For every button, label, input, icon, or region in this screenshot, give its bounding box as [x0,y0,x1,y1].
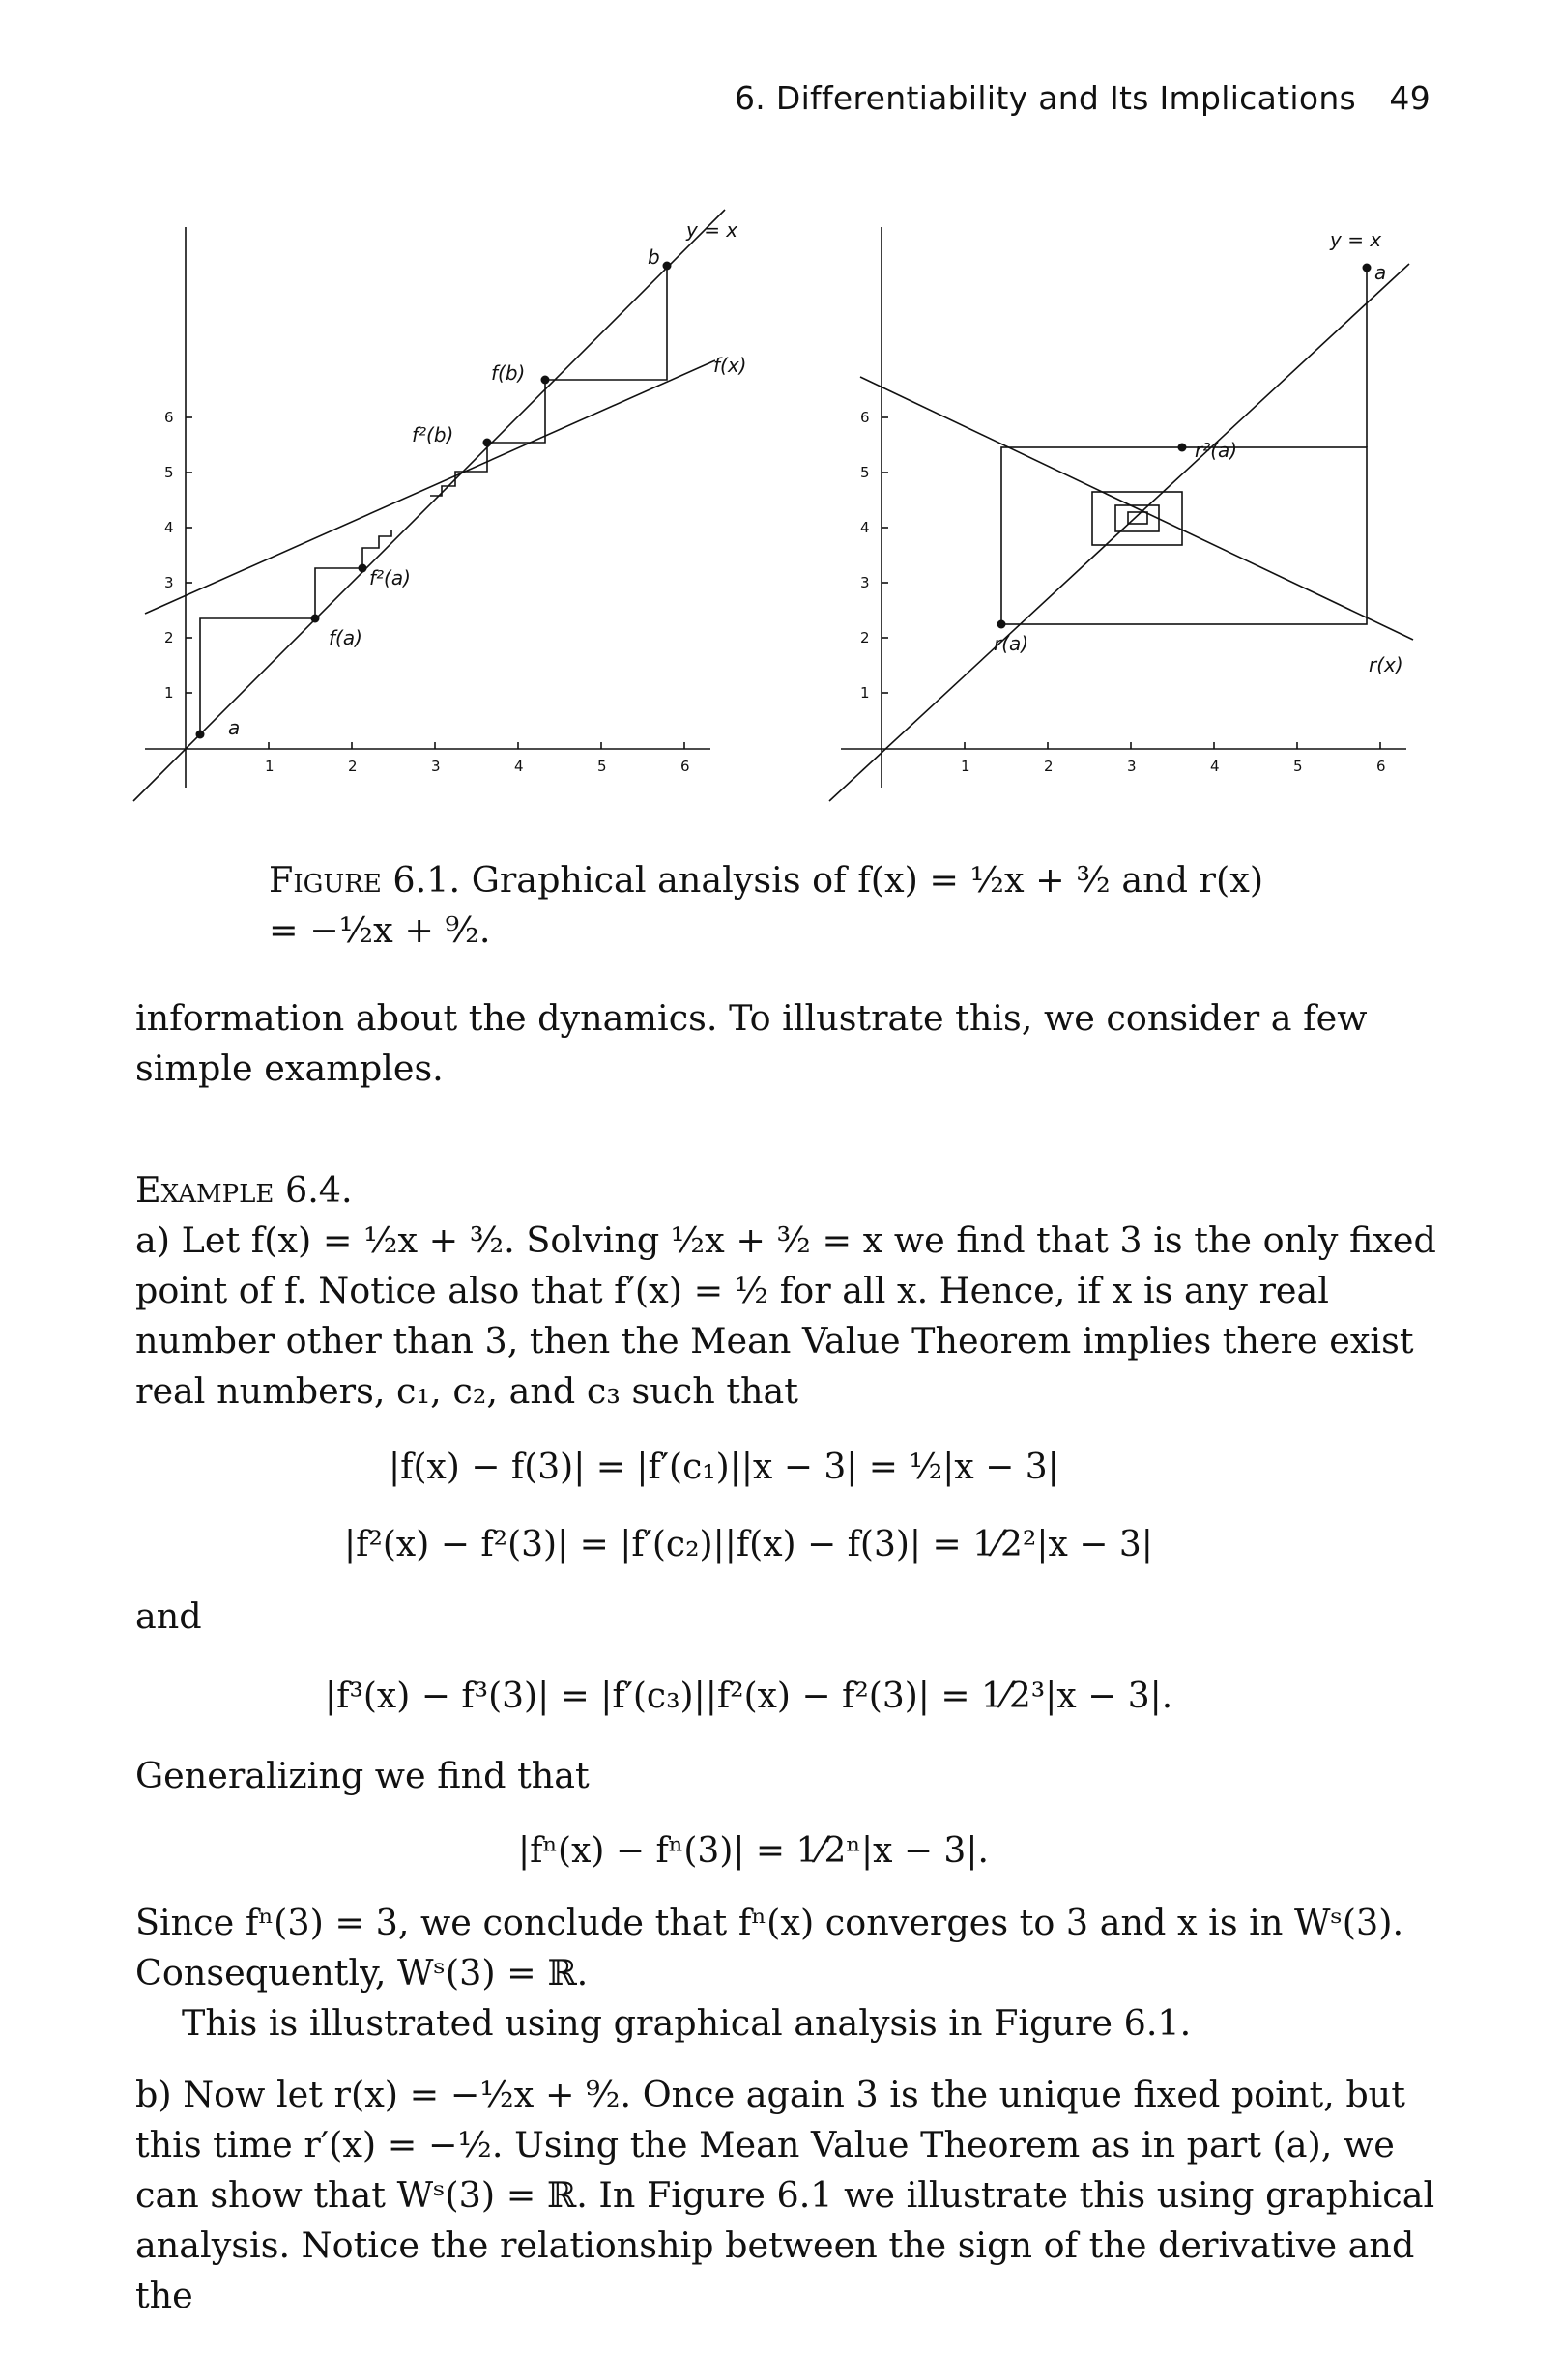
svg-text:3: 3 [860,574,870,591]
caption-text: Graphical analysis of f(x) = ½x + ³⁄₂ and r(x) = −½x + ⁹⁄₂. [269,859,1264,951]
svg-text:5: 5 [164,464,174,481]
svg-text:1: 1 [961,758,970,775]
line-y-equals-x [829,264,1409,801]
example-heading: Example 6.4. [135,1169,353,1211]
equation-3: |f³(x) − f³(3)| = |f′(c₃)||f²(x) − f²(3)| = 1⁄2³|x − 3|. [325,1677,1173,1716]
label-f2-a: f²(a) [369,566,411,589]
point-r-a [997,620,1006,629]
label-y-equals-x: y = x [686,218,738,242]
word-and: and [135,1595,202,1637]
cobweb-rect-1 [1001,447,1367,624]
svg-text:1: 1 [164,684,174,702]
page-number: 49 [1389,79,1431,117]
label-r-x: r(x) [1369,653,1403,676]
figure-left-cobweb [126,208,747,807]
cobweb-from-a [200,530,391,734]
paragraph-intro: information about the dynamics. To illustrate this, we consider a few simple examples. [135,997,1368,1089]
point-f-b [541,376,550,385]
svg-text:1: 1 [860,684,870,702]
label-f-b: f(b) [491,361,526,385]
point-b [663,262,672,271]
svg-text:2: 2 [860,629,870,646]
caption-label: Figure 6.1. [269,859,461,901]
paragraph-illustrated: This is illustrated using graphical analysis in Figure 6.1. [182,2002,1192,2044]
paragraph-generalizing: Generalizing we find that [135,1755,590,1796]
label-a: a [228,716,241,739]
svg-text:5: 5 [597,758,607,775]
svg-text:3: 3 [431,758,441,775]
svg-text:5: 5 [1293,758,1303,775]
point-f2-a [359,564,367,573]
svg-text:6: 6 [1376,758,1386,775]
equation-4: |fⁿ(x) − fⁿ(3)| = 1⁄2ⁿ|x − 3|. [518,1831,989,1871]
figure-caption [269,855,1303,956]
svg-text:3: 3 [164,574,174,591]
label-f-a: f(a) [329,626,362,649]
label-r2-a: r²(a) [1195,439,1238,462]
point-a [1363,264,1372,272]
label-b: b [648,245,660,269]
equation-1: |f(x) − f(3)| = |f′(c₁)||x − 3| = ½|x − 3| [389,1448,1059,1487]
label-r-a: r(a) [994,632,1029,655]
cobweb-rect-2 [1092,492,1182,545]
point-r2-a [1178,444,1187,452]
point-a [196,731,205,739]
svg-text:4: 4 [1210,758,1220,775]
svg-text:2: 2 [164,629,174,646]
paragraph-part-a: a) Let f(x) = ½x + ³⁄₂. Solving ½x + ³⁄₂ = x we find that 3 is the only fixed point of f. Notice also that f′(x) = ½ for all x. Hence, if x is any real number other than 3, then the Mean Value Theorem implies there exist real numbers, c₁, c₂, and c₃ such that [135,1219,1436,1412]
line-y-equals-x [133,210,725,801]
svg-text:4: 4 [860,519,870,536]
svg-text:5: 5 [860,464,870,481]
svg-text:1: 1 [265,758,275,775]
figure-right-cobweb [822,208,1440,807]
svg-text:2: 2 [1044,758,1054,775]
line-f-x [145,360,715,614]
equation-2: |f²(x) − f²(3)| = |f′(c₂)||f(x) − f(3)| = 1⁄2²|x − 3| [344,1525,1153,1564]
label-y-equals-x: y = x [1330,228,1382,251]
svg-text:2: 2 [348,758,358,775]
svg-text:6: 6 [680,758,690,775]
point-f2-b [483,439,492,447]
svg-text:6: 6 [164,409,174,426]
label-a: a [1374,261,1387,284]
svg-text:4: 4 [514,758,524,775]
paragraph-part-b: b) Now let r(x) = −½x + ⁹⁄₂. Once again 3 is the unique fixed point, but this time r′(x) = −½. Using the Mean Value Theorem as in part (a), we can show that Wˢ(3) = ℝ. In Figure 6.1 we illustrate this using graphical analysis. Notice the relationship between the sign of the derivative and the [135,2074,1435,2316]
svg-text:3: 3 [1127,758,1137,775]
running-title: 6. Differentiability and Its Implications [735,79,1357,117]
line-r-x [860,377,1413,640]
svg-text:4: 4 [164,519,174,536]
label-f2-b: f²(b) [412,423,454,446]
paragraph-conclusion: Since fⁿ(3) = 3, we conclude that fⁿ(x) converges to 3 and x is in Wˢ(3). Consequently, Wˢ(3) = ℝ. [135,1902,1404,1993]
svg-text:6: 6 [860,409,870,426]
point-f-a [311,615,320,623]
label-f-x: f(x) [713,354,747,377]
